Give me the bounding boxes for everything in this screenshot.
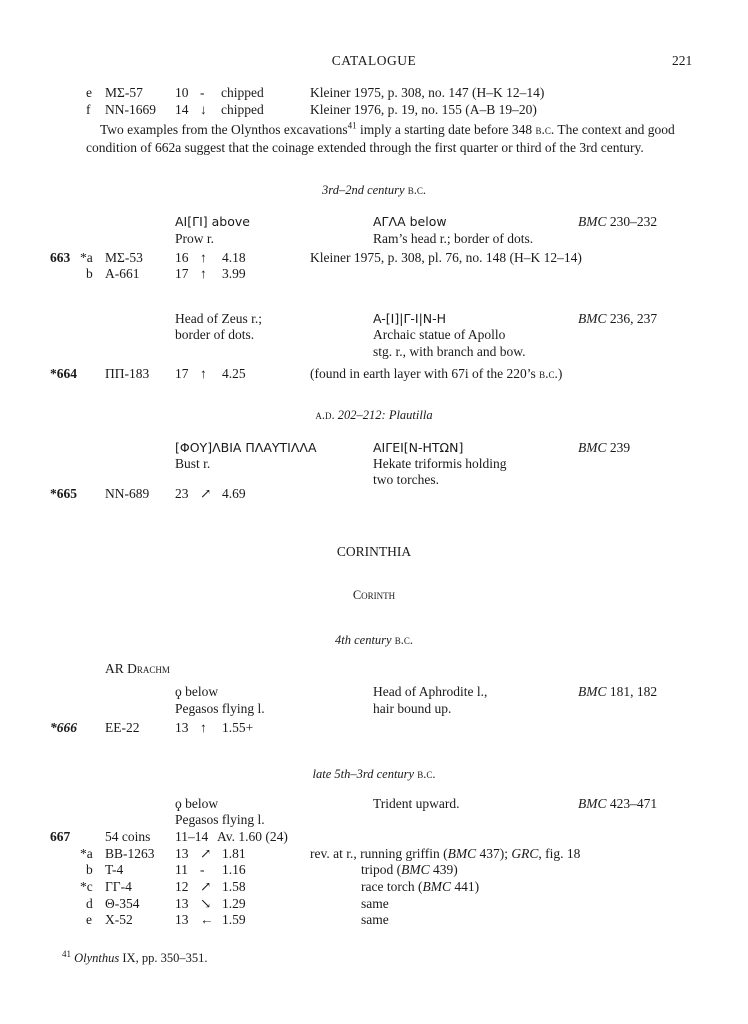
inventory-number: NN-689 <box>105 486 150 501</box>
condition-note: chipped <box>221 85 264 100</box>
footnote: $^{41}$ Olynthus IX, pp. 350–351. <box>62 949 208 966</box>
inventory-number: A-661 <box>105 266 140 281</box>
die-axis: ↑ <box>200 266 207 281</box>
diameter: 10 <box>175 85 189 100</box>
page-number: 221 <box>672 53 693 68</box>
reference: Kleiner 1976, p. 19, no. 155 (A–B 19–20) <box>310 102 537 117</box>
bmc-reference: BMC 230–232 <box>578 214 658 229</box>
obverse-description: Prow r. <box>175 231 215 246</box>
entry-letter: *a <box>80 846 93 861</box>
section-heading: late 5th–3rd century b.c. <box>312 767 436 781</box>
bmc-reference: BMC 239 <box>578 440 631 455</box>
inventory-number: T-4 <box>105 862 124 877</box>
diameter: 17 <box>175 266 189 281</box>
reverse-legend: ΑΓΛΑ below <box>373 214 447 229</box>
catalogue-number: *664 <box>50 366 77 381</box>
reverse-description: Ram’s head r.; border of dots. <box>373 231 534 246</box>
weight: 4.18 <box>222 250 246 265</box>
denomination: AR Drachm <box>105 661 170 676</box>
die-axis: ↑ <box>200 720 207 735</box>
reference: (found in earth layer with 67i of the 220’s b.c.) <box>310 366 563 381</box>
inventory-number: Θ-354 <box>105 896 140 911</box>
entry-letter: d <box>86 896 93 911</box>
diameter: 13 <box>175 896 189 911</box>
section-heading: 3rd–2nd century b.c. <box>322 183 426 197</box>
entry-letter: b <box>86 266 93 281</box>
entry-letter: e <box>86 85 92 100</box>
entry-letter: e <box>86 912 92 927</box>
catalogue-number: *665 <box>50 486 77 501</box>
weight: 3.99 <box>222 266 246 281</box>
die-axis: ↘ <box>200 896 212 911</box>
catalogue-number: 663 <box>50 250 71 265</box>
reverse-description: stg. r., with branch and bow. <box>373 344 526 359</box>
weight: 4.25 <box>222 366 246 381</box>
die-axis: ↓ <box>200 102 207 117</box>
diameter: 13 <box>175 912 189 927</box>
obverse-legend: [ΦΟΥ]ΛΒΙΑ ΠΛΑΥΤΙΛΛΑ <box>175 440 317 455</box>
die-axis: - <box>200 85 205 100</box>
inventory-number: NN-1669 <box>105 102 156 117</box>
die-axis: ↗ <box>200 846 212 861</box>
reverse-description: Hekate triformis holding <box>373 456 507 471</box>
inventory-number: ΠΠ-183 <box>105 366 150 381</box>
reference: Kleiner 1975, p. 308, pl. 76, no. 148 (H–K 12–14) <box>310 250 582 265</box>
weight: 4.69 <box>222 486 246 501</box>
obverse-description: Bust r. <box>175 456 211 471</box>
obverse-legend: AI[ΓI] above <box>175 214 250 229</box>
inventory-number: ΓΓ-4 <box>105 879 132 894</box>
section-heading: 4th century b.c. <box>335 633 413 647</box>
inventory-number: MΣ-53 <box>105 250 143 265</box>
weight: 1.16 <box>222 862 246 877</box>
reference: tripod (BMC 439) <box>361 862 458 877</box>
weight: 1.29 <box>222 896 246 911</box>
diameter: 17 <box>175 366 189 381</box>
reference: same <box>361 896 389 911</box>
obverse-description: ϙ below <box>175 684 219 699</box>
running-head: CATALOGUE <box>331 53 417 68</box>
obverse-description: ϙ below <box>175 796 219 811</box>
obverse-description: Head of Zeus r.; <box>175 311 262 326</box>
bmc-reference: BMC 236, 237 <box>578 311 658 326</box>
reverse-description: Archaic statue of Apollo <box>373 327 506 342</box>
catalogue-number: *666 <box>50 720 77 735</box>
weight: 1.59 <box>222 912 246 927</box>
diameter: 13 <box>175 720 189 735</box>
weight: 1.55+ <box>222 720 254 735</box>
section-heading: a.d. 202–212: Plautilla <box>315 408 433 422</box>
mint-title: Corinth <box>352 588 396 602</box>
inventory-number: BB-1263 <box>105 846 155 861</box>
reverse-legend: ΑΙΓΕΙ[Ν-ΗΤΩΝ] <box>373 440 464 455</box>
die-axis: ← <box>200 912 214 927</box>
entry-letter: *a <box>80 250 93 265</box>
reverse-description: Trident upward. <box>373 796 460 811</box>
diameter: 12 <box>175 879 189 894</box>
average-weight: Av. 1.60 (24) <box>217 829 288 844</box>
inventory-number: EE-22 <box>105 720 140 735</box>
reverse-legend: A-[I]|Γ-I|N-H <box>373 311 447 326</box>
coin-count: 54 coins <box>105 829 151 844</box>
catalogue-number: 667 <box>50 829 71 844</box>
reference: Kleiner 1975, p. 308, no. 147 (H–K 12–14) <box>310 85 545 100</box>
weight: 1.58 <box>222 879 246 894</box>
die-axis: - <box>200 862 205 877</box>
entry-letter: b <box>86 862 93 877</box>
reverse-description: two torches. <box>373 472 439 487</box>
weight: 1.81 <box>222 846 246 861</box>
diameter: 14 <box>175 102 189 117</box>
condition-note: chipped <box>221 102 264 117</box>
reference: race torch (BMC 441) <box>361 879 480 894</box>
footnote-ref: 41 <box>347 120 357 131</box>
diameter: 16 <box>175 250 189 265</box>
reverse-description: Head of Aphrodite l., <box>373 684 488 699</box>
diameter-range: 11–14 <box>175 829 209 844</box>
die-axis: ↑ <box>200 250 207 265</box>
entry-letter: f <box>86 102 91 117</box>
die-axis: ↗ <box>200 486 212 501</box>
obverse-description: border of dots. <box>175 327 255 342</box>
obverse-description: Pegasos flying l. <box>175 812 265 827</box>
bmc-reference: BMC 423–471 <box>578 796 658 811</box>
bmc-reference: BMC 181, 182 <box>578 684 658 699</box>
inventory-number: MΣ-57 <box>105 85 143 100</box>
region-title: CORINTHIA <box>336 544 412 559</box>
reverse-description: hair bound up. <box>373 701 452 716</box>
die-axis: ↑ <box>200 366 207 381</box>
obverse-description: Pegasos flying l. <box>175 701 265 716</box>
diameter: 23 <box>175 486 189 501</box>
reference: rev. at r., running griffin (BMC 437); GRC, fig. 18 <box>310 846 581 861</box>
diameter: 13 <box>175 846 189 861</box>
die-axis: ↗ <box>200 879 212 894</box>
diameter: 11 <box>175 862 188 877</box>
reference: same <box>361 912 389 927</box>
inventory-number: X-52 <box>105 912 133 927</box>
commentary-paragraph: Two examples from the Olynthos excavations$^{41}$ imply a starting date before 348 b.c. The context and good condition of 662a suggest that the coinage extended through the first quarter or third of the 3rd century. <box>86 120 675 155</box>
entry-letter: *c <box>80 879 93 894</box>
